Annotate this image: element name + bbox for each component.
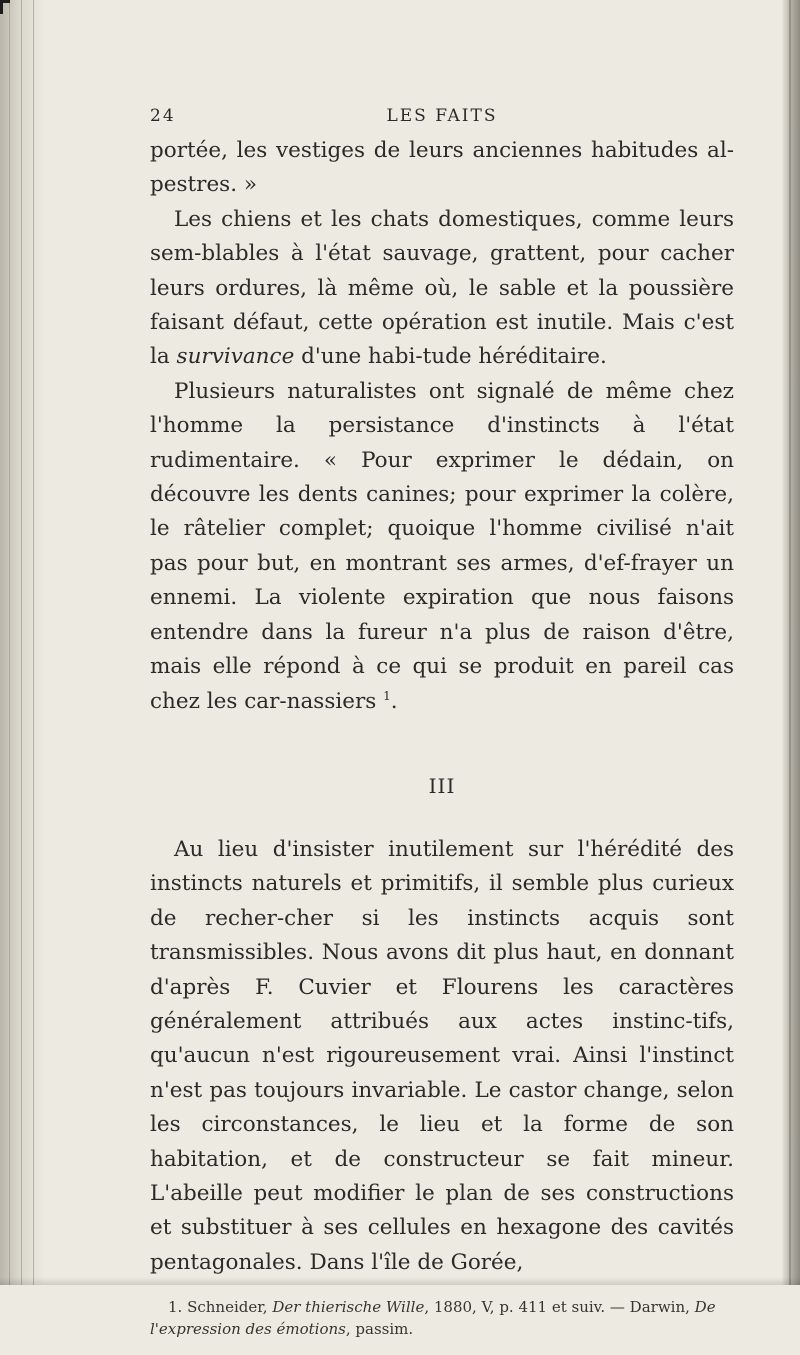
footnote-text: , 1880, V, p. 411 et suiv. — Darwin, [424, 1298, 690, 1317]
paragraph-text: Plusieurs naturalistes ont signalé de même chez l'homme la persistance d'instincts à l'état rudimentaire. « Pour exprimer le dédain, on découvre les dents canines; pour exprimer la colère, le râtelier complet; quoique l'homme civilisé n'ait pas pour but, en montrant ses armes, d'ef-frayer un ennemi. La violente expiration que nous faisons entendre dans la fureur n'a plus de raison d'être, mais elle répond à ce qui se produit en pareil cas chez les car-nassiers [150, 378, 734, 714]
gutter-line [33, 0, 34, 1285]
footnote-author: Schneider, [187, 1298, 268, 1317]
gutter-line [21, 0, 22, 1285]
paragraph-continuation: portée, les vestiges de leurs anciennes habitudes al-pestres. » [150, 138, 734, 198]
page-number: 24 [150, 106, 176, 126]
footnote-text: , passim. [345, 1320, 414, 1339]
footnote-reference[interactable]: 1 [383, 688, 391, 703]
paragraph-dogs-cats [150, 203, 734, 375]
footnote-number: 1. [168, 1298, 183, 1317]
book-gutter-shadow [0, 0, 44, 1285]
paragraph-naturalists [150, 375, 734, 719]
footnote-title: Der thierische Wille [272, 1298, 425, 1317]
page-right-edge [782, 0, 800, 1285]
paragraph-text: Les chiens et les chats domestiques, comme leurs sem-blables à l'état sauvage, grattent, pour cacher leurs ordures, là même où, le sable et la poussière faisant défaut, cette opération est inutile. Mais c'est la [150, 206, 734, 370]
book-page [150, 104, 734, 1355]
page-right-edge-line [789, 0, 791, 1285]
paragraph-end: . [390, 688, 398, 714]
paragraph-text: d'une habi-tude héréditaire. [294, 344, 607, 370]
footnote-title: De l'expression des émotions [150, 1298, 716, 1339]
paragraph-acquired-instincts: Au lieu d'insister inutilement sur l'hérédité des instincts naturels et primitifs, il semble plus curieux de recher-cher si les instincts acquis sont transmissibles. Nous avons dit plus haut, en donnant d'après F. Cuvier et Flourens les caractères généralement attribués aux actes instinc-tifs, qu'aucun n'est rigoureusement vrai. Ainsi l'instinct n'est pas toujours invariable. Le castor change, selon les circonstances, le lieu et la forme de son habitation, et de constructeur se fait mineur. L'abeille peut modifier le plan de ses constructions et substituer à ses cellules en hexagone des cavités pentagonales. Dans l'île de Gorée, [150, 836, 734, 1275]
gutter-line [9, 0, 10, 1285]
footnote [150, 1296, 734, 1340]
running-title: LES FAITS [386, 106, 498, 126]
emphasis-survivance: survivance [176, 344, 295, 370]
scan-corner-mark [0, 0, 10, 14]
section-heading: III [428, 773, 456, 798]
running-head [150, 104, 734, 134]
